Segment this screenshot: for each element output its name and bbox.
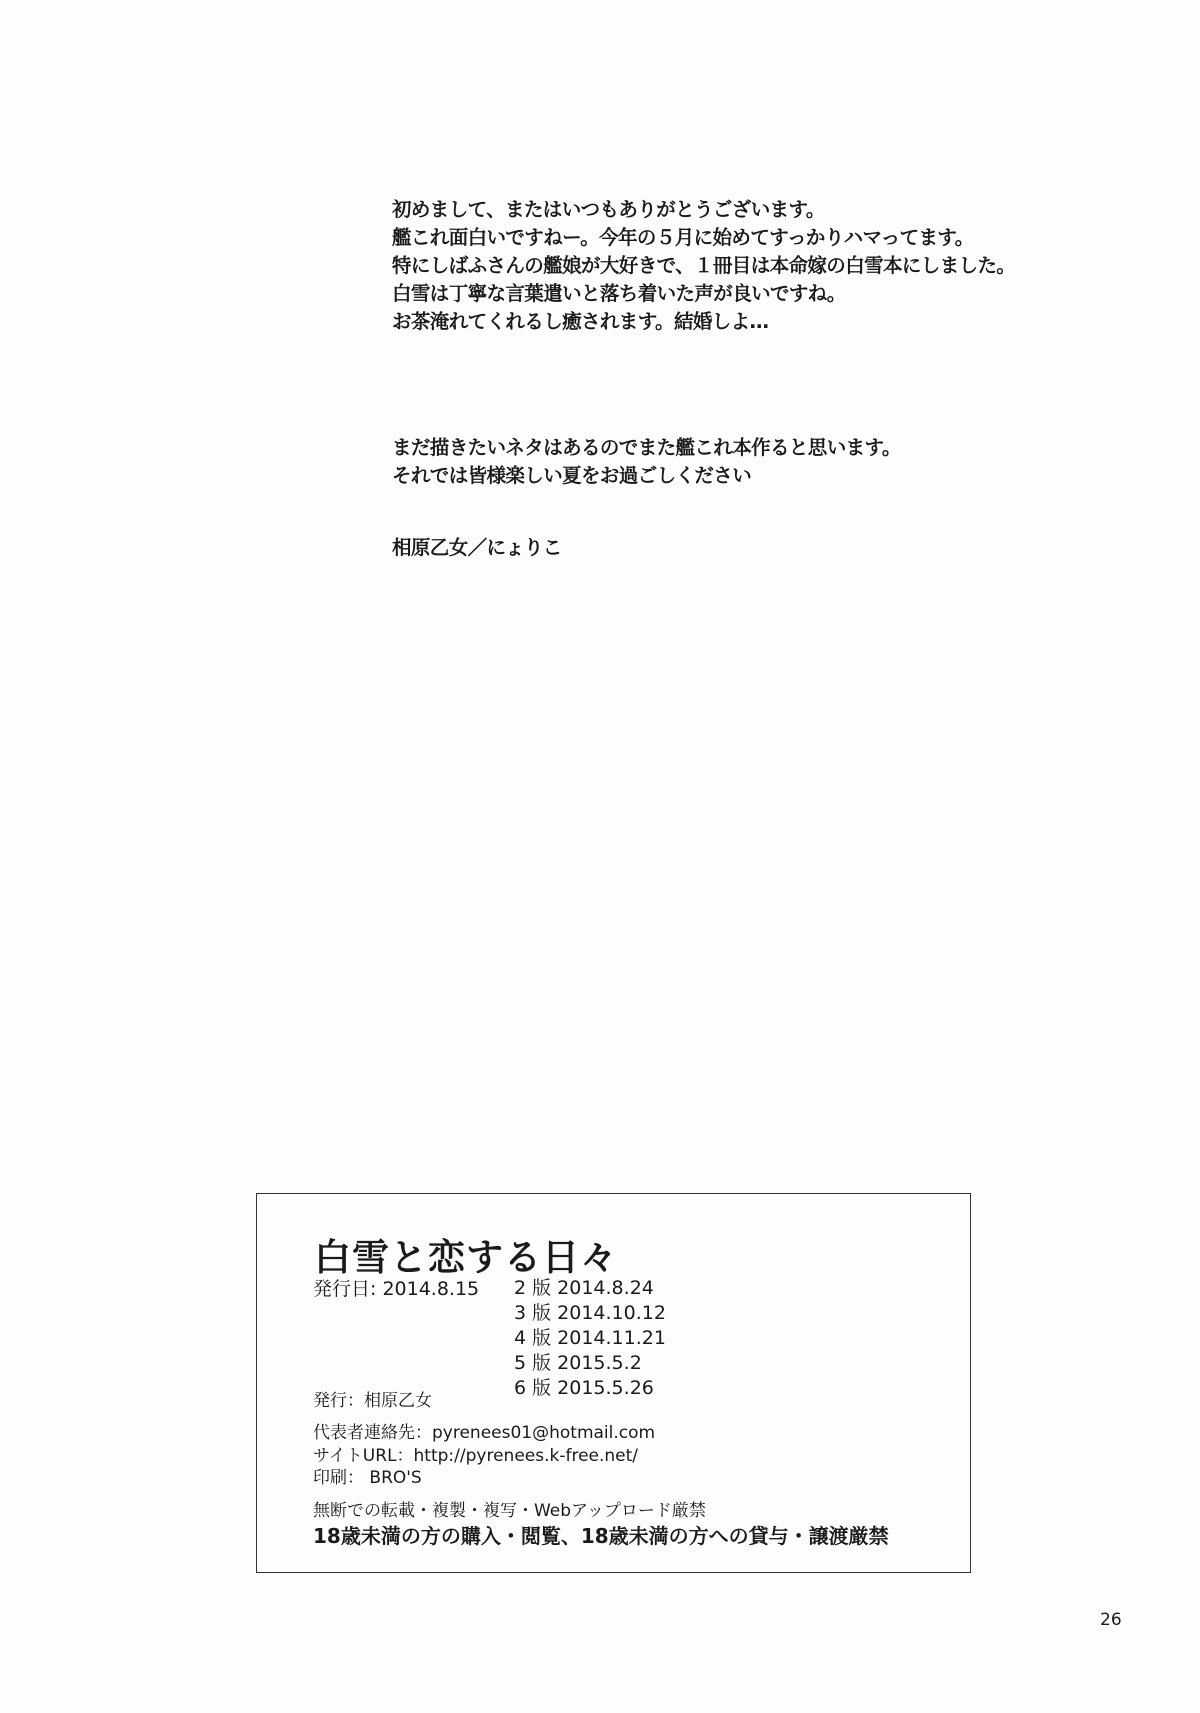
afterword-line: 艦これ面白いですねー。今年の５月に始めてすっかりハマってます。 <box>392 226 974 249</box>
edition-item: 3 版 2014.10.12 <box>514 1302 666 1324</box>
afterword-line: 白雪は丁寧な言葉遣いと落ち着いた声が良いですね。 <box>392 282 846 305</box>
afterword-line: それでは皆様楽しい夏をお過ごしください <box>392 464 752 487</box>
edition-item: 5 版 2015.5.2 <box>514 1352 642 1374</box>
edition-item: 2 版 2014.8.24 <box>514 1277 654 1299</box>
book-title: 白雪と恋する日々 <box>314 1236 618 1279</box>
author-signature: 相原乙女／にょりこ <box>392 536 562 559</box>
afterword-paragraph-2 <box>392 434 1032 490</box>
afterword-line: まだ描きたいネタはあるのでまた艦これ本作ると思います。 <box>392 436 901 459</box>
edition-item: 4 版 2014.11.21 <box>514 1327 666 1349</box>
colophon-box <box>256 1193 971 1573</box>
age-restriction-notice: 18歳未満の方の購入・閲覧、18歳未満の方への貸与・譲渡厳禁 <box>313 1524 889 1548</box>
afterword-line: 初めまして、またはいつもありがとうございます。 <box>392 198 825 221</box>
publisher: 発行：相原乙女 <box>313 1391 432 1411</box>
afterword-line: 特にしばふさんの艦娘が大好きで、１冊目は本命嫁の白雪本にしました。 <box>392 254 1016 277</box>
afterword-line: お茶淹れてくれるし癒されます。結婚しよ… <box>392 310 769 333</box>
afterword-paragraph-1 <box>392 196 1032 336</box>
edition-item: 6 版 2015.5.26 <box>514 1377 654 1399</box>
contact-email: 代表者連絡先：pyrenees01@hotmail.com <box>313 1423 656 1443</box>
printer: 印刷： BRO'S <box>313 1468 422 1488</box>
site-url: サイトURL：http://pyrenees.k-free.net/ <box>313 1446 639 1466</box>
edition-list <box>514 1276 666 1401</box>
afterword <box>392 196 1032 562</box>
page-number: 26 <box>1100 1610 1122 1630</box>
copy-notice: 無断での転載・複製・複写・Webアップロード厳禁 <box>313 1501 706 1521</box>
issue-date: 発行日: 2014.8.15 <box>313 1278 480 1300</box>
